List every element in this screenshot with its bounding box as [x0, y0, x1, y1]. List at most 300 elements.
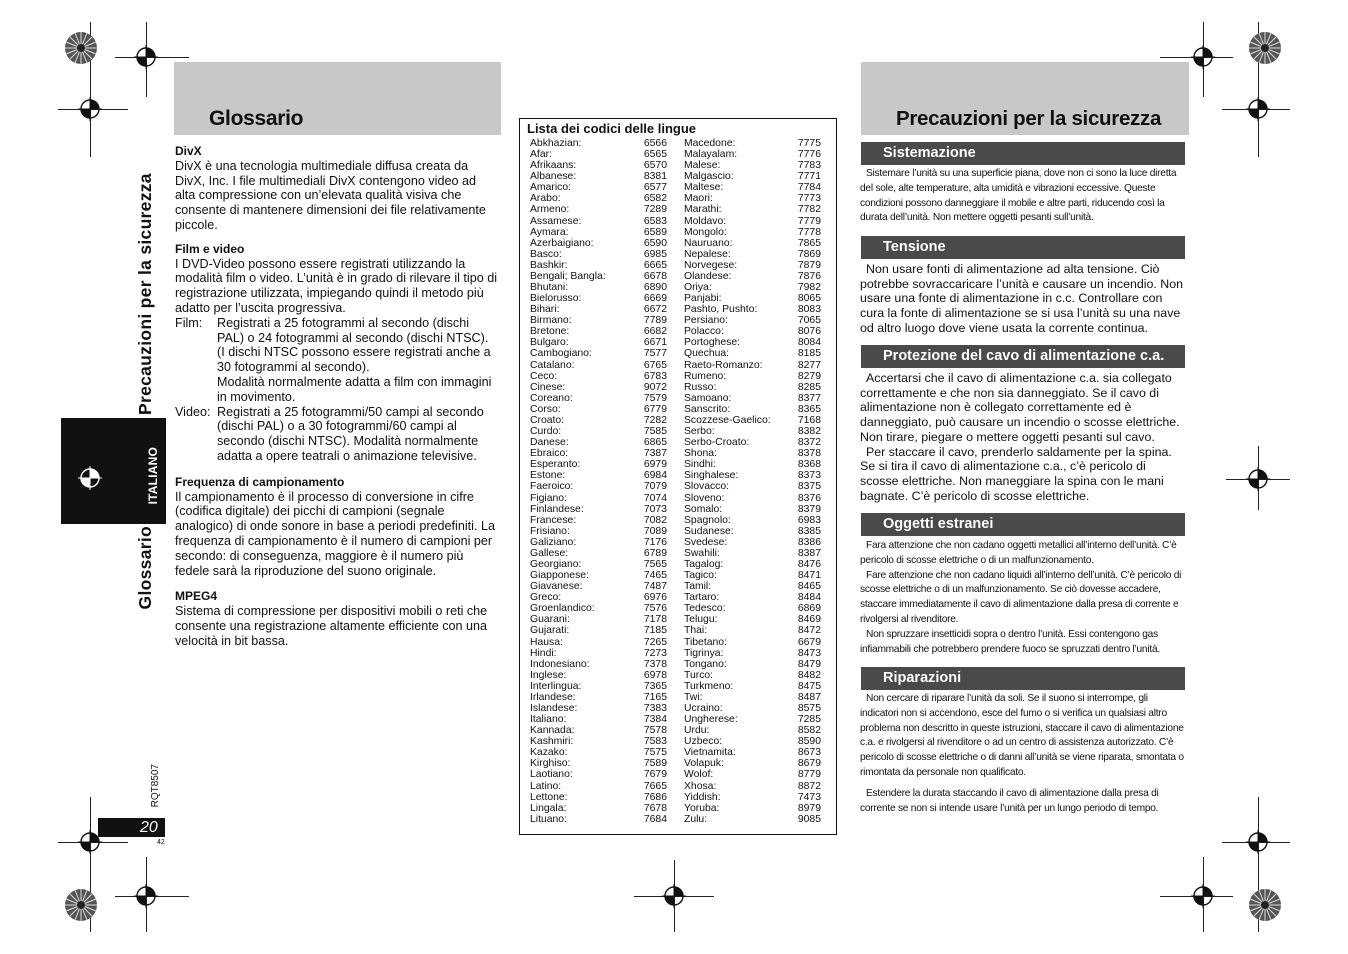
language-name: Bielorusso: [530, 293, 582, 305]
language-code: 8386 [797, 536, 821, 548]
language-row [530, 160, 667, 171]
language-name: Curdo: [530, 426, 562, 438]
section-header-power: Tensione [861, 236, 1185, 259]
language-name: Sindhi: [684, 459, 716, 471]
language-row [530, 814, 667, 825]
language-code: 8590 [797, 736, 821, 748]
section-title-glossary: Glossario [135, 526, 155, 610]
language-code: 7384 [643, 714, 667, 726]
language-code: 7576 [643, 603, 667, 615]
language-code: 8472 [797, 625, 821, 637]
language-code: 6984 [643, 470, 667, 482]
language-name: Figiano: [530, 492, 567, 504]
language-row [684, 792, 821, 803]
language-name: Lituano: [530, 813, 567, 825]
language-name: Malayalam: [684, 149, 738, 161]
language-code: 6978 [643, 669, 667, 681]
language-row [684, 171, 821, 182]
language-code: 8471 [797, 570, 821, 582]
language-code: 8277 [797, 359, 821, 371]
language-code: 7383 [643, 702, 667, 714]
language-row [530, 592, 667, 603]
registration-mark-icon [1246, 830, 1270, 854]
language-name: Serbo-Croato: [684, 437, 750, 449]
language-name: Pashto, Pushto: [684, 304, 758, 316]
language-row [530, 659, 667, 670]
language-name: Turkmeno: [684, 680, 734, 692]
language-row [684, 637, 821, 648]
language-code: 7176 [643, 536, 667, 548]
language-row [530, 448, 667, 459]
language-name: Kirghiso: [530, 758, 571, 770]
language-name: Persiano: [684, 315, 728, 327]
color-rosette-icon [1248, 31, 1282, 65]
language-tab-label: ITALIANO [146, 447, 160, 505]
language-code: 8378 [797, 448, 821, 460]
language-name: Wolof: [684, 769, 714, 781]
language-row [530, 603, 667, 614]
language-code: 6590 [643, 237, 667, 249]
language-row [530, 415, 667, 426]
language-row [530, 426, 667, 437]
language-name: Esperanto: [530, 459, 581, 471]
term-sampling-frequency: Frequenza di campionamento [175, 474, 345, 489]
language-row [530, 769, 667, 780]
language-row [684, 603, 821, 614]
language-code: 7089 [643, 525, 667, 537]
language-code: 6582 [643, 193, 667, 205]
registration-mark-icon [1246, 467, 1270, 491]
language-code: 7178 [643, 614, 667, 626]
language-code: 7074 [643, 492, 667, 504]
language-row [530, 625, 667, 636]
section-text-placement [860, 167, 1187, 226]
language-name: Serbo: [684, 426, 715, 438]
language-row [684, 758, 821, 769]
language-row [684, 227, 821, 238]
language-code: 8185 [797, 348, 821, 360]
language-code: 8673 [797, 747, 821, 759]
language-code: 6890 [643, 282, 667, 294]
language-row [530, 404, 667, 415]
language-name: Bihari: [530, 304, 560, 316]
language-name: Indonesiano: [530, 658, 590, 670]
section-text-foreign-objects [860, 539, 1187, 657]
language-code: 7473 [797, 791, 821, 803]
language-name: Kazako: [530, 747, 568, 759]
language-code: 7665 [643, 780, 667, 792]
language-name: Bashkir: [530, 259, 568, 271]
language-code: 6789 [643, 547, 667, 559]
language-code: 6565 [643, 149, 667, 161]
language-row [684, 803, 821, 814]
paragraph: Non usare fonti di alimentazione ad alta tensione. Ciò potrebbe sovraccaricare l’unità e causare un incendio. Non usare una fonte di alimentazione in c.c. Controllare con cura la fonte di alimentazione se si usa l’unità su una nave od altro luogo dove viene usata la corrente continua. [860, 262, 1184, 335]
language-row [530, 714, 667, 725]
language-name: Greco: [530, 592, 562, 604]
language-code: 7265 [643, 636, 667, 648]
language-row [530, 138, 667, 149]
color-rosette-icon [1248, 888, 1282, 922]
language-row [684, 681, 821, 692]
definition-divx: DivX è una tecnologia multimediale diffusa creata da DivX, Inc. I file multimediali DivX contengono video ad alta compressione con un’elevata qualità visiva che consente di mantenere dimensioni dei file relativamente piccole. [175, 158, 486, 232]
language-name: Macedone: [684, 138, 736, 149]
language-name: Norvegese: [684, 259, 738, 271]
language-name: Arabo: [530, 193, 561, 205]
language-row [684, 204, 821, 215]
language-code: 7273 [643, 647, 667, 659]
language-name: Bulgaro: [530, 337, 569, 349]
language-row [684, 614, 821, 625]
language-code: 9085 [797, 813, 821, 825]
language-name: Moldavo: [684, 215, 727, 227]
language-name: Bengali; Bangla: [530, 270, 606, 282]
language-row [530, 271, 667, 282]
language-row [684, 692, 821, 703]
language-row [684, 193, 821, 204]
language-code: 8575 [797, 702, 821, 714]
language-code: 9072 [643, 381, 667, 393]
language-code: 8979 [797, 802, 821, 814]
language-code: 7775 [797, 138, 821, 149]
language-code: 8372 [797, 437, 821, 449]
language-name: Groenlandico: [530, 603, 595, 615]
language-row [530, 204, 667, 215]
language-code: 6983 [797, 514, 821, 526]
language-code: 7865 [797, 237, 821, 249]
language-row [530, 227, 667, 238]
language-row [530, 293, 667, 304]
paragraph: Fare attenzione che non cadano liquidi all’interno dell’unità. C’è pericolo di scosse elettriche o di un malfunzionamento. Se ciò dovesse accadere, staccare immediatamente il cavo di alimentazione dalla presa di corrente e rivolgersi al rivenditore. [860, 569, 1182, 625]
language-code: 7565 [643, 558, 667, 570]
language-code: 7282 [643, 414, 667, 426]
language-name: Italiano: [530, 714, 567, 726]
language-code: 6672 [643, 304, 667, 316]
language-row [530, 149, 667, 160]
language-row [530, 692, 667, 703]
language-code: 8365 [797, 403, 821, 415]
language-row [684, 526, 821, 537]
language-name: Sudanese: [684, 525, 734, 537]
definition-mpeg4: Sistema di compressione per dispositivi mobili o reti che consente una registrazione altamente efficiente con una velocità in bit bassa. [175, 604, 488, 648]
language-name: Telugu: [684, 614, 718, 626]
language-code: 7575 [643, 747, 667, 759]
language-name: Scozzese-Gaelico: [684, 414, 771, 426]
language-name: Twi: [684, 691, 703, 703]
language-row [530, 548, 667, 559]
paragraph: Accertarsi che il cavo di alimentazione c.a. sia collegato correttamente e che non sia danneggiato. Se il cavo di alimentazione non è collegato correttamente ed è danneggiato, può causare un incendio o scosse elettriche. Non tirare, piegare o mettere oggetti pesanti sul cavo. [860, 371, 1180, 444]
language-code: 6678 [643, 270, 667, 282]
language-name: Croato: [530, 414, 565, 426]
language-code: 8382 [797, 426, 821, 438]
registration-mark-icon [1191, 45, 1215, 69]
section-text-power [860, 262, 1187, 336]
language-code: 7168 [797, 414, 821, 426]
language-code: 6865 [643, 437, 667, 449]
language-code: 8479 [797, 658, 821, 670]
language-name: Sanscrito: [684, 403, 731, 415]
language-row [530, 648, 667, 659]
language-name: Tamil: [684, 581, 712, 593]
film-label: Film: [175, 315, 203, 330]
language-row [530, 493, 667, 504]
video-label: Video: [175, 404, 211, 419]
language-code: 8368 [797, 459, 821, 471]
language-code: 7585 [643, 426, 667, 438]
language-name: Georgiano: [530, 558, 582, 570]
language-name: Marathi: [684, 204, 722, 216]
term-mpeg4: MPEG4 [175, 589, 218, 604]
paragraph: Non spruzzare insetticidi sopra o dentro l’unità. Essi contengono gas infiammabili che potrebbero prendere fuoco se spruzzati dentro l’unità. [860, 628, 1160, 655]
language-code: 8779 [797, 769, 821, 781]
language-code: 6779 [643, 403, 667, 415]
language-code: 8376 [797, 492, 821, 504]
language-row [530, 171, 667, 182]
language-code: 7869 [797, 248, 821, 260]
language-row [530, 337, 667, 348]
language-row [684, 459, 821, 470]
language-code: 8387 [797, 547, 821, 559]
language-code: 8285 [797, 381, 821, 393]
language-code: 7578 [643, 725, 667, 737]
language-code: 6577 [643, 182, 667, 194]
paragraph: Sistemare l’unità su una superficie piana, dove non ci sono la luce diretta del sole, alte temperature, alta umidità e vibrazioni eccessive. Queste condizioni possono danneggiare il mobile e altre parti, riducendo così la durata dell’unità. Non mettere oggetti pesanti sull’unità. [860, 168, 1177, 224]
language-row [530, 614, 667, 625]
language-code: 7684 [643, 813, 667, 825]
language-name: Tagico: [684, 570, 717, 582]
language-name: Portoghese: [684, 337, 741, 349]
language-code: 7378 [643, 658, 667, 670]
language-code: 7773 [797, 193, 821, 205]
language-code: 8375 [797, 481, 821, 493]
language-row [530, 515, 667, 526]
language-name: Corso: [530, 403, 561, 415]
language-name: Samoano: [684, 392, 732, 404]
language-row [530, 526, 667, 537]
paragraph: Fara attenzione che non cadano oggetti metallici all’interno dell’unità. C’è pericolo di scosse elettriche o di un malfunzionamento. [860, 540, 1177, 566]
section-text-repairs [860, 692, 1187, 816]
language-name: Aymara: [530, 226, 569, 238]
language-code: 7579 [643, 392, 667, 404]
language-name: Irlandese: [530, 691, 576, 703]
language-row [530, 348, 667, 359]
language-code: 7771 [797, 171, 821, 183]
language-row [684, 360, 821, 371]
language-name: Finlandese: [530, 503, 584, 515]
language-code-box [519, 118, 837, 835]
language-code: 7776 [797, 149, 821, 161]
language-code: 7079 [643, 481, 667, 493]
language-name: Xhosa: [684, 780, 717, 792]
language-name: Armeno: [530, 204, 570, 216]
language-name: Amarico: [530, 182, 571, 194]
language-row [684, 437, 821, 448]
language-row [684, 703, 821, 714]
language-name: Afrikaans: [530, 160, 577, 172]
language-name: Faeroico: [530, 481, 574, 493]
language-name: Rumeno: [684, 370, 727, 382]
language-name: Nepalese: [684, 248, 731, 260]
language-code: 6570 [643, 160, 667, 172]
language-name: Cambogiano: [530, 348, 592, 360]
language-row [530, 382, 667, 393]
language-row [530, 559, 667, 570]
language-name: Vietnamita: [684, 747, 736, 759]
language-name: Lingala: [530, 802, 567, 814]
language-code: 8385 [797, 525, 821, 537]
language-name: Zulu: [684, 813, 708, 825]
language-column-1 [530, 138, 667, 825]
language-name: Catalano: [530, 359, 575, 371]
definition-sampling-frequency: Il campionamento è il processo di conversione in cifre (codifica digitale) dei picchi di campioni (segnale analogico) di onde sonore in base a periodi predefiniti. La frequenza di campionamento è il numero di campioni per secondo: di conseguenza, maggiore è il numero più fedele sarà la riproduzione del suono originale. [175, 489, 495, 578]
language-code: 7387 [643, 448, 667, 460]
language-row [684, 548, 821, 559]
language-code: 7185 [643, 625, 667, 637]
color-rosette-icon [64, 31, 98, 65]
language-row [684, 470, 821, 481]
language-name: Francese: [530, 514, 577, 526]
language-row [530, 581, 667, 592]
language-name: Yiddish: [684, 791, 721, 803]
section-title-safety: Precauzioni per la sicurezza [135, 173, 155, 415]
language-name: Sloveno: [684, 492, 725, 504]
language-row [684, 559, 821, 570]
language-code: 8279 [797, 370, 821, 382]
language-row [530, 537, 667, 548]
language-row [684, 249, 821, 260]
language-code: 6783 [643, 370, 667, 382]
language-code: 7783 [797, 160, 821, 172]
language-row [684, 326, 821, 337]
paragraph: Estendere la durata staccando il cavo di alimentazione dalla presa di corrente se non si intende usare l’unità per un lungo periodo di tempo. [860, 787, 1159, 814]
language-row [684, 337, 821, 348]
language-code: 8379 [797, 503, 821, 515]
language-name: Afar: [530, 149, 552, 161]
language-name: Shona: [684, 448, 717, 460]
language-name: Spagnolo: [684, 514, 731, 526]
language-row [684, 814, 821, 825]
language-name: Tagalog: [684, 558, 724, 570]
language-code: 7487 [643, 581, 667, 593]
language-name: Gujarati: [530, 625, 570, 637]
language-name: Frisiano: [530, 525, 570, 537]
language-code: 6566 [643, 138, 667, 149]
language-name: Oriya: [684, 282, 712, 294]
language-name: Maori: [684, 193, 713, 205]
term-film-video: Film e video [175, 241, 245, 256]
language-row [530, 703, 667, 714]
registration-mark-icon [134, 45, 158, 69]
section-text-ac-cord [860, 371, 1187, 503]
language-row [684, 216, 821, 227]
language-name: Urdu: [684, 725, 710, 737]
language-code: 6682 [643, 326, 667, 338]
registration-mark-icon [1191, 884, 1215, 908]
language-code: 8076 [797, 326, 821, 338]
language-name: Abkhazian: [530, 138, 582, 149]
language-row [684, 714, 821, 725]
language-row [684, 393, 821, 404]
language-row [684, 648, 821, 659]
language-name: Islandese: [530, 702, 578, 714]
language-name: Giavanese: [530, 581, 583, 593]
language-name: Tigrinya: [684, 647, 724, 659]
language-row [684, 481, 821, 492]
language-name: Laotiano: [530, 769, 573, 781]
language-row [684, 160, 821, 171]
language-name: Thai: [684, 625, 708, 637]
language-name: Mongolo: [684, 226, 727, 238]
language-name: Gallese: [530, 547, 569, 559]
language-row [684, 781, 821, 792]
language-code: 6583 [643, 215, 667, 227]
language-row [684, 404, 821, 415]
language-row [684, 138, 821, 149]
language-row [530, 481, 667, 492]
language-name: Giapponese: [530, 570, 589, 582]
language-row [530, 182, 667, 193]
language-code: 8476 [797, 558, 821, 570]
language-code: 7686 [643, 791, 667, 803]
glossary-content [175, 144, 499, 649]
language-name: Cinese: [530, 381, 566, 393]
language-row [530, 304, 667, 315]
language-code: 7876 [797, 270, 821, 282]
language-name: Olandese: [684, 270, 732, 282]
language-name: Ungherese: [684, 714, 738, 726]
language-code: 6665 [643, 259, 667, 271]
language-list-title: Lista dei codici delle lingue [527, 121, 697, 136]
language-row [684, 769, 821, 780]
language-row [530, 249, 667, 260]
language-name: Svedese: [684, 536, 728, 548]
language-code: 7778 [797, 226, 821, 238]
language-row [530, 216, 667, 227]
language-name: Slovacco: [684, 481, 730, 493]
paragraph: Per staccare il cavo, prenderlo saldamente per la spina. Se si tira il cavo di alimentazione c.a., c’è pericolo di scosse elettriche. Non maneggiare la spina con le mani bagnate. C’è pericolo di scosse elettriche. [860, 444, 1172, 503]
language-row [530, 260, 667, 271]
language-row [684, 581, 821, 592]
language-name: Hausa: [530, 636, 563, 648]
language-name: Somalo: [684, 503, 723, 515]
language-code: 6679 [797, 636, 821, 648]
language-row [684, 570, 821, 581]
language-row [530, 315, 667, 326]
language-name: Ceco: [530, 370, 558, 382]
glossary-title: Glossario [209, 107, 304, 130]
language-code: 8482 [797, 669, 821, 681]
language-row [684, 448, 821, 459]
language-row [684, 625, 821, 636]
language-code: 6589 [643, 226, 667, 238]
language-name: Malese: [684, 160, 721, 172]
registration-mark-icon [1246, 97, 1270, 121]
language-row [530, 437, 667, 448]
language-name: Singhalese: [684, 470, 739, 482]
language-code: 7365 [643, 680, 667, 692]
language-code: 7679 [643, 769, 667, 781]
language-code: 7879 [797, 259, 821, 271]
language-name: Swahili: [684, 547, 720, 559]
language-code: 8065 [797, 293, 821, 305]
language-code: 7465 [643, 570, 667, 582]
language-row [684, 725, 821, 736]
language-name: Maltese: [684, 182, 724, 194]
language-name: Inglese: [530, 669, 567, 681]
language-row [684, 304, 821, 315]
registration-mark-icon [78, 466, 102, 490]
language-row [530, 360, 667, 371]
language-row [530, 570, 667, 581]
